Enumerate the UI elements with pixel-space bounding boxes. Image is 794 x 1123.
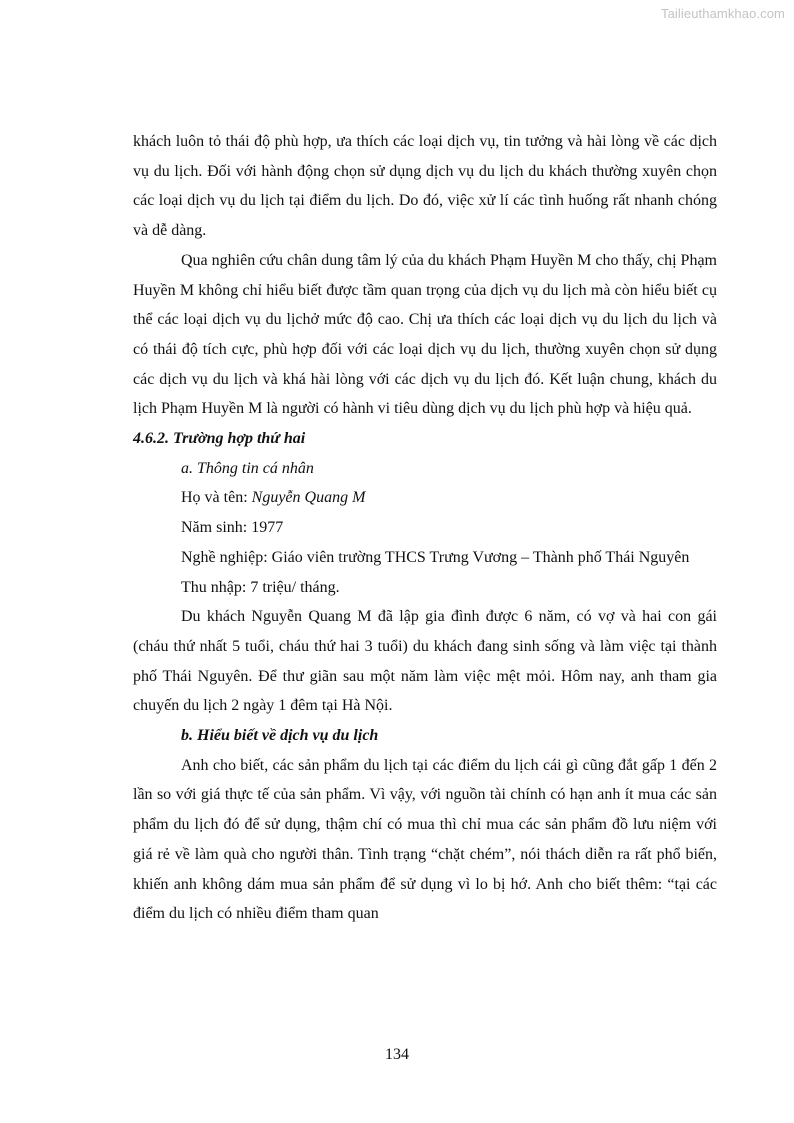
birth-year-line: Năm sinh: 1977	[181, 519, 284, 537]
document-body	[133, 127, 717, 929]
paragraph: khách luôn tỏ thái độ phù hợp, ưa thích các loại dịch vụ, tin tưởng và hài lòng về các dịch vụ du lịch. Đối với hành động chọn sử dụng dịch vụ du lịch du khách thường xuyên chọn các loại dịch vụ du lịch tại điểm du lịch. Do đó, việc xử lí các tình huống rất nhanh chóng và dễ dàng.	[133, 133, 717, 240]
subheading-personal-info: a. Thông tin cá nhân	[181, 459, 314, 477]
income-line: Thu nhập: 7 triệu/ tháng.	[181, 578, 340, 596]
paragraph: Qua nghiên cứu chân dung tâm lý của du khách Phạm Huyền M cho thấy, chị Phạm Huyền M không chỉ hiểu biết được tầm quan trọng của dịch vụ du lịch mà còn hiểu biết cụ thể các loại dịch vụ du lịchở mức độ cao. Chị ưa thích các loại dịch vụ du lịch du lịch và có thái độ tích cực, phù hợp đối với các loại dịch vụ du lịch, thường xuyên chọn sử dụng các dịch vụ du lịch và khá hài lòng với các dịch vụ du lịch đó. Kết luận chung, khách du lịch Phạm Huyền M là người có hành vi tiêu dùng dịch vụ du lịch phù hợp và hiệu quả.	[133, 251, 717, 418]
occupation-line: Nghề nghiệp: Giáo viên trường THCS Trưng Vương – Thành phố Thái Nguyên	[181, 548, 690, 566]
name-line	[133, 483, 717, 513]
watermark: Tailieuthamkhao.com	[660, 6, 785, 21]
paragraph: Du khách Nguyễn Quang M đã lập gia đình được 6 năm, có vợ và hai con gái (cháu thứ nhất 5 tuổi, cháu thứ hai 3 tuổi) du khách đang sinh sống và làm việc tại thành phố Thái Nguyên. Để thư giãn sau một năm làm việc mệt mỏi. Hôm nay, anh tham gia chuyến du lịch 2 ngày 1 đêm tại Hà Nội.	[133, 608, 717, 715]
name-label: Họ và tên:	[181, 489, 252, 507]
subheading-tourism-knowledge: b. Hiểu biết về dịch vụ du lịch	[181, 727, 379, 745]
section-heading: 4.6.2. Trường hợp thứ hai	[133, 430, 306, 448]
paragraph: Anh cho biết, các sản phẩm du lịch tại các điểm du lịch cái gì cũng đắt gấp 1 đến 2 lần so với giá thực tế của sản phẩm. Vì vậy, với nguồn tài chính có hạn anh ít mua các sản phẩm du lịch đó để sử dụng, thậm chí có mua thì chỉ mua các sản phẩm đồ lưu niệm với giá rẻ về làm quà cho người thân. Tình trạng “chặt chém”, nói thách diễn ra rất phổ biến, khiến anh không dám mua sản phẩm để sử dụng vì lo bị hớ. Anh cho biết thêm: “tại các điểm du lịch có nhiều điểm tham quan	[133, 756, 717, 923]
name-value: Nguyễn Quang M	[251, 489, 366, 507]
page-number: 134	[385, 1046, 409, 1063]
